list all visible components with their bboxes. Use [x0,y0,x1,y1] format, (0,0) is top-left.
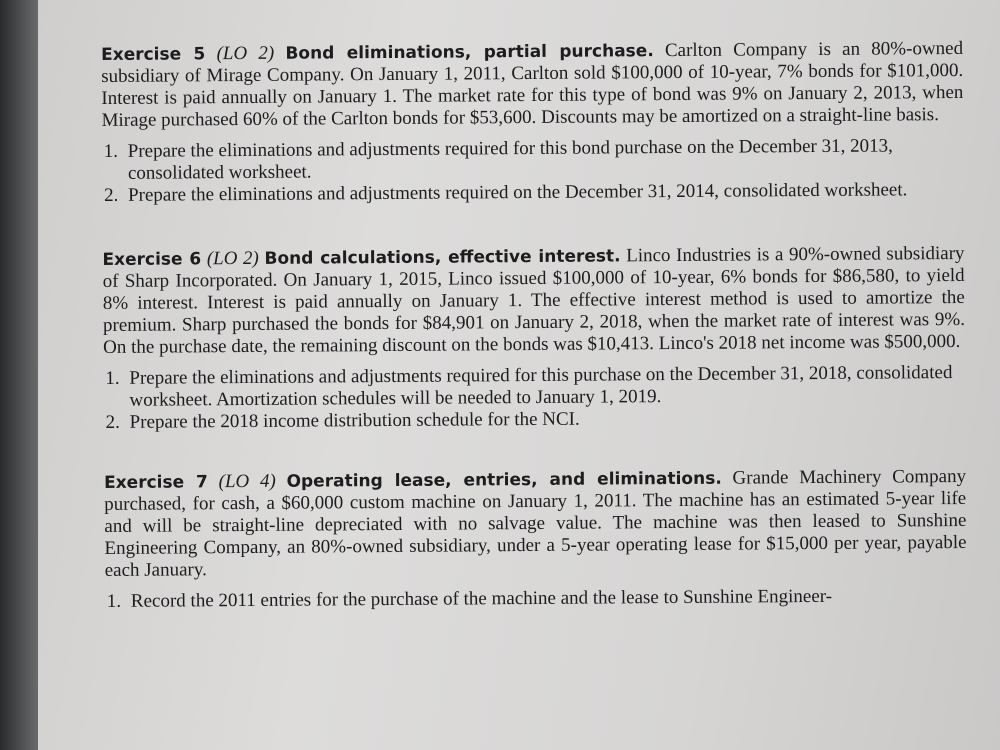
exercise-label: Exercise 6 [102,249,202,270]
exercise-7 [104,466,967,613]
question-number: 2. [103,184,119,206]
question-number: 1. [106,590,122,612]
question-text: Record the 2011 entries for the purchase of the machine and the lease to Sunshine Engineer- [130,585,833,612]
exercise-paragraph [102,243,965,359]
question-item [104,406,966,434]
question-text: Prepare the eliminations and adjustments required on the December 31, 2014, consolidated worksheet. [127,179,908,206]
question-number: 1. [103,140,119,162]
question-item [102,179,964,207]
page-content [101,38,967,613]
learning-objective: (LO 2) [216,42,275,65]
question-text: Prepare the 2018 income distribution schedule for the NCI. [129,408,580,433]
exercise-title: Bond eliminations, partial purchase. [285,41,654,64]
exercise-text: Grande Machinery Company purchased, for cash, a $60,000 custom machine on January 1, 2011. The machine has an estimated 5-year life and will be straight-line depreciated with no salvage value. The machine was then leased to Sunshine Engineering Company, an 80%-owned subsidiary, under a 5-year operating lease for $15,000 per year, payable each January. [104,465,967,581]
learning-objective: (LO 4) [218,470,276,493]
exercise-paragraph [101,38,964,132]
question-number: 2. [105,411,120,433]
exercise-title: Bond calculations, effective interest. [264,246,621,269]
question-list [103,362,965,434]
question-list [105,585,967,613]
question-text: Prepare the eliminations and adjustments required for this bond purchase on the December 31, 2013, consolidated worksheet. [127,135,893,184]
textbook-page [38,0,1000,750]
question-list [102,135,964,207]
learning-objective: (LO 2) [206,247,259,270]
question-item [102,135,964,185]
exercise-text: Linco Industries is a 90%-owned subsidiary of Sharp Incorporated. On January 1, 2015, Linco issued $100,000 of 10-year, 6% bonds for $86,580, to yield 8% interest. Interest is paid annually on January 1. The effective interest method is used to amortize the premium. Sharp purchased the bonds for $84,901 on January 2, 2018, when the market rate of interest was 9%. On the purchase date, the remaining discount on the bonds was $10,413. Linco's 2018 net income was $500,000. [102,242,966,358]
exercise-6 [102,243,965,434]
exercise-paragraph [104,466,967,582]
question-number: 1. [105,367,120,389]
question-text: Prepare the eliminations and adjustments required for this purchase on the December 31, 2018, consolidated worksheet. Amortization schedules will be needed to January 1, 2019. [129,362,953,411]
exercise-title: Operating lease, entries, and eliminations. [286,468,722,492]
exercise-label: Exercise 7 [103,472,208,493]
exercise-5 [101,38,964,207]
question-item [105,585,967,613]
exercise-label: Exercise 5 [101,44,206,65]
exercise-text: Carlton Company is an 80%-owned subsidiary of Mirage Company. On January 1, 2011, Carlton sold $100,000 of 10-year, 7% bonds for $101,000. Interest is paid annually on January 1. The market rate for this type of bond was 9% on January 2, 2013, when Mirage purchased 60% of the Carlton bonds for $53,600. Discounts may be amortized on a straight-line basis. [101,37,964,131]
question-item [103,362,965,412]
